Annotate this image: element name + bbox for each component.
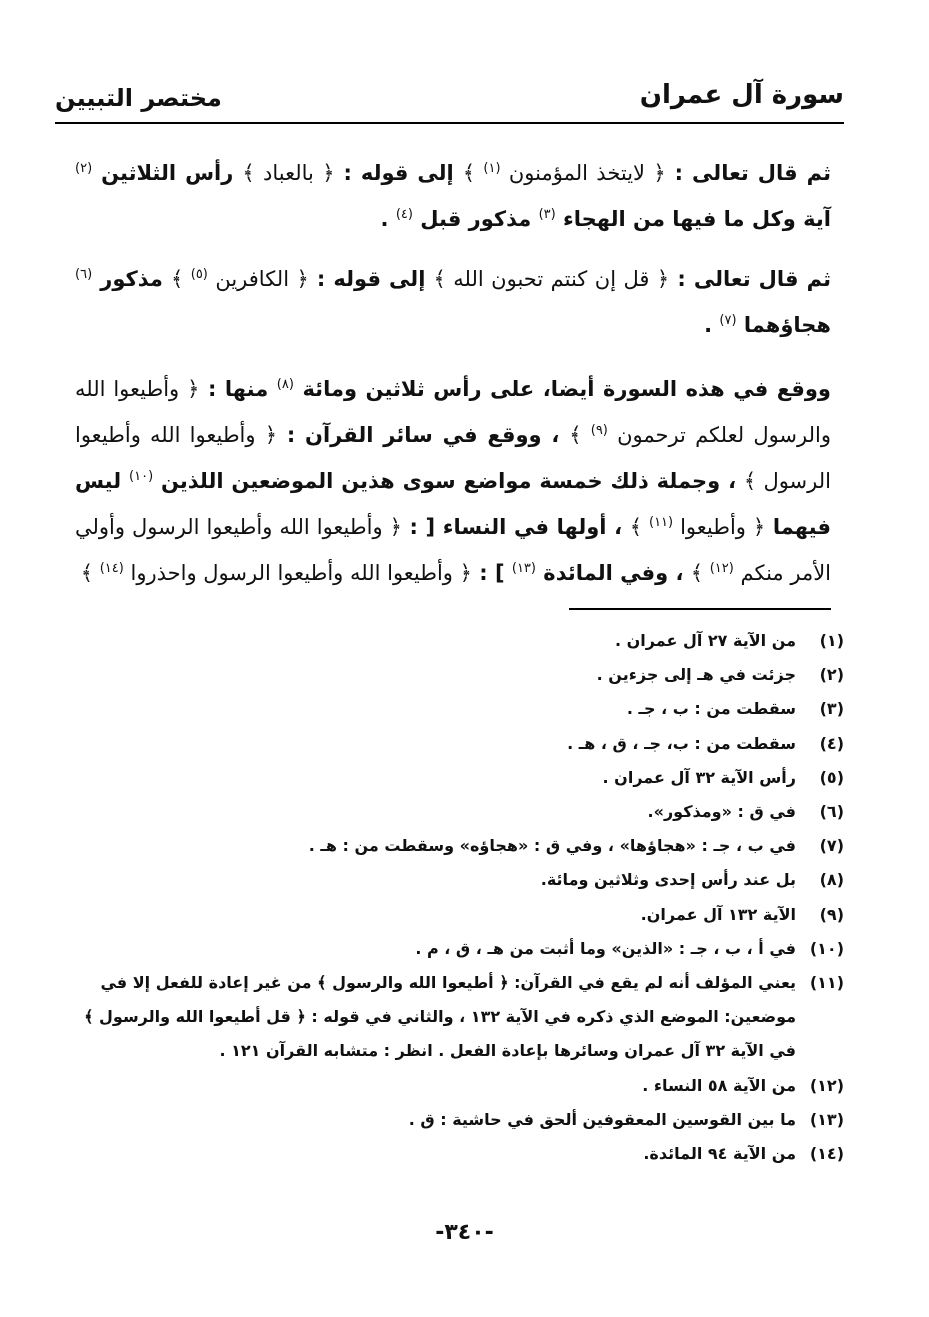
quran-quote: ﴿ قل إن كنتم تحبون الله ﴾ [433, 267, 670, 291]
footnote-number: (٩) [819, 904, 844, 924]
footnote-text: من الآية ٢٧ آل عمران . [615, 631, 796, 650]
text-run: . [380, 207, 396, 231]
footnote-item [75, 658, 844, 692]
footnote-item [75, 932, 844, 966]
quran-quote-end: ﴾ [569, 423, 591, 447]
footnote-ref[interactable]: (٩) [590, 423, 608, 438]
footnote-number: (٨) [819, 870, 844, 890]
text-run: رأس الثلاثين [92, 161, 243, 185]
footnote-number: (١) [819, 631, 844, 650]
footnote-separator [569, 608, 831, 610]
footnote-number: (١٠) [809, 938, 844, 958]
footnote-text: ما بين القوسين المعقوفين ألحق في حاشية : ق . [408, 1109, 796, 1129]
footnote-text: سقطت من : ب، جـ ، ق ، هـ . [567, 733, 796, 753]
text-run: ليس فيهما [75, 469, 831, 539]
text-run: مذكور قبل [412, 207, 539, 231]
text-run: إلى قوله : [334, 161, 463, 185]
footnote-number: (٧) [819, 836, 844, 856]
footnote-number: (١١) [809, 973, 844, 993]
paragraph-1 [75, 150, 831, 242]
footnote-ref[interactable]: (٣) [538, 207, 556, 222]
text-run: ثم قال تعالى : [665, 161, 831, 185]
footnote-number: (١٣) [809, 1109, 844, 1129]
quran-quote-end: ﴾ [690, 561, 710, 585]
running-header [55, 80, 844, 130]
text-run: ، وفي المائدة [536, 561, 691, 585]
text-run: ] : [471, 561, 512, 585]
footnote-item [75, 727, 844, 761]
footnote-item [75, 624, 844, 658]
quran-quote: ﴿ وأطيعوا الله وأطيعوا الرسول ﴾ [75, 423, 831, 493]
text-run: . [704, 313, 720, 337]
footnote-text: في ب ، جـ : «هجاؤها» ، وفي ق : «هجاؤه» وسقطت من : هـ . [308, 836, 796, 856]
quran-quote-end: ﴾ [629, 515, 649, 539]
quran-quote: ﴿ لايتخذ المؤمنون [500, 161, 666, 185]
page-number: -٣٤٠- [435, 1220, 494, 1245]
text-run: ، ووقع في سائر القرآن : [277, 423, 570, 447]
footnote-text: رأس الآية ٣٢ آل عمران . [602, 767, 796, 787]
footnote-number: (٢) [819, 665, 844, 685]
footnote-number: (٥) [819, 767, 844, 787]
footnote-ref[interactable]: (١٢) [709, 561, 734, 576]
footnote-text: بل عند رأس إحدى وثلاثين ومائة. [540, 870, 796, 890]
text-run: ، وجملة ذلك خمسة مواضع سوى هذين الموضعين اللذين [153, 469, 744, 493]
text-run: آية وكل ما فيها من الهجاء [555, 207, 831, 231]
header-rule [55, 122, 844, 124]
footnote-ref[interactable]: (٤) [395, 207, 413, 222]
footnote-ref[interactable]: (١) [483, 161, 501, 176]
footnote-ref[interactable]: (٥) [190, 267, 208, 282]
footnote-text: جزئت في هـ إلى جزءين . [596, 665, 796, 685]
footnote-number: (٤) [819, 733, 844, 753]
footnote-text: من الآية ٥٨ النساء . [642, 1075, 796, 1095]
quran-quote: ﴿ بالعباد ﴾ [242, 161, 335, 185]
paragraph-3 [75, 366, 831, 596]
footnote-item [75, 1103, 844, 1137]
footnote-ref[interactable]: (١٣) [511, 561, 536, 576]
footnote-text: سقطت من : ب ، جـ . [626, 699, 796, 719]
footnote-number: (٦) [819, 802, 844, 822]
footnote-item [75, 795, 844, 829]
book-title: مختصر التبيين [55, 84, 222, 112]
text-run: ووقع في هذه السورة أيضا، على رأس ثلاثين ومائة [293, 377, 831, 401]
text-run: مذكور [92, 267, 171, 291]
quran-quote-end: ﴾ [462, 161, 484, 185]
quran-quote: ﴿ الكافرين [207, 267, 309, 291]
footnote-ref[interactable]: (١٠) [129, 469, 154, 484]
footnote-item [75, 829, 844, 863]
quran-quote: ﴿ وأطيعوا الله وأطيعوا الرسول واحذروا [123, 561, 472, 585]
footnote-number: (١٤) [809, 1144, 844, 1164]
footnotes-list [75, 624, 844, 1171]
footnote-text: في ق : «ومذكور». [647, 802, 796, 822]
footnote-item [75, 966, 844, 1069]
paragraph-2 [75, 256, 831, 348]
footnote-number: (٣) [819, 699, 844, 719]
quran-quote: ﴿ وأطيعوا الله وأطيعوا الرسول وأولي الأمر منكم [75, 515, 831, 585]
footnote-item [75, 863, 844, 897]
surah-title: سورة آل عمران [639, 80, 844, 110]
text-run: إلى قوله : [308, 267, 434, 291]
quran-quote: ﴿ وأطيعوا الله والرسول لعلكم ترحمون [75, 377, 831, 447]
text-run: هجاؤهما [736, 313, 831, 337]
footnote-ref[interactable]: (١٤) [99, 561, 124, 576]
footnote-ref[interactable]: (٧) [719, 313, 737, 328]
footnote-text: يعني المؤلف أنه لم يقع في القرآن: ﴿ أطيعوا الله والرسول ﴾ من غير إعادة للفعل إلا في موضعين: الموضع الذي ذكره في الآية ١٣٢ ، والثاني في قوله : ﴿ قل أطيعوا الله والرسول ﴾ في الآية ٣٢ آل عمران وسائرها بإعادة الفعل . انظر : متشابه القرآن ١٢١ . [84, 973, 796, 1061]
footnote-text: من الآية ٩٤ المائدة. [643, 1144, 796, 1164]
footnote-item [75, 1069, 844, 1103]
text-run: منها : [199, 377, 277, 401]
footnote-item [75, 1137, 844, 1171]
footnote-ref[interactable]: (٦) [75, 267, 93, 282]
footnote-text: الآية ١٣٢ آل عمران. [640, 904, 796, 924]
footnote-item [75, 898, 844, 932]
text-run: ثم قال تعالى : [669, 267, 831, 291]
quran-quote: ﴿ وأطيعوا [673, 515, 766, 539]
quran-quote-end: ﴾ [80, 561, 100, 585]
footnote-item [75, 761, 844, 795]
footnote-number: (١٢) [809, 1075, 844, 1095]
text-run: ، أولها في النساء [ : [401, 515, 630, 539]
footnote-ref[interactable]: (٨) [276, 377, 294, 392]
footnote-item [75, 692, 844, 726]
quran-quote-end: ﴾ [170, 267, 191, 291]
footnote-text: في أ ، ب ، جـ : «الذين» وما أثبت من هـ ، ق ، م . [415, 938, 796, 958]
main-text [75, 150, 831, 610]
footnote-ref[interactable]: (١١) [648, 515, 674, 530]
footnote-ref[interactable]: (٢) [75, 161, 93, 176]
